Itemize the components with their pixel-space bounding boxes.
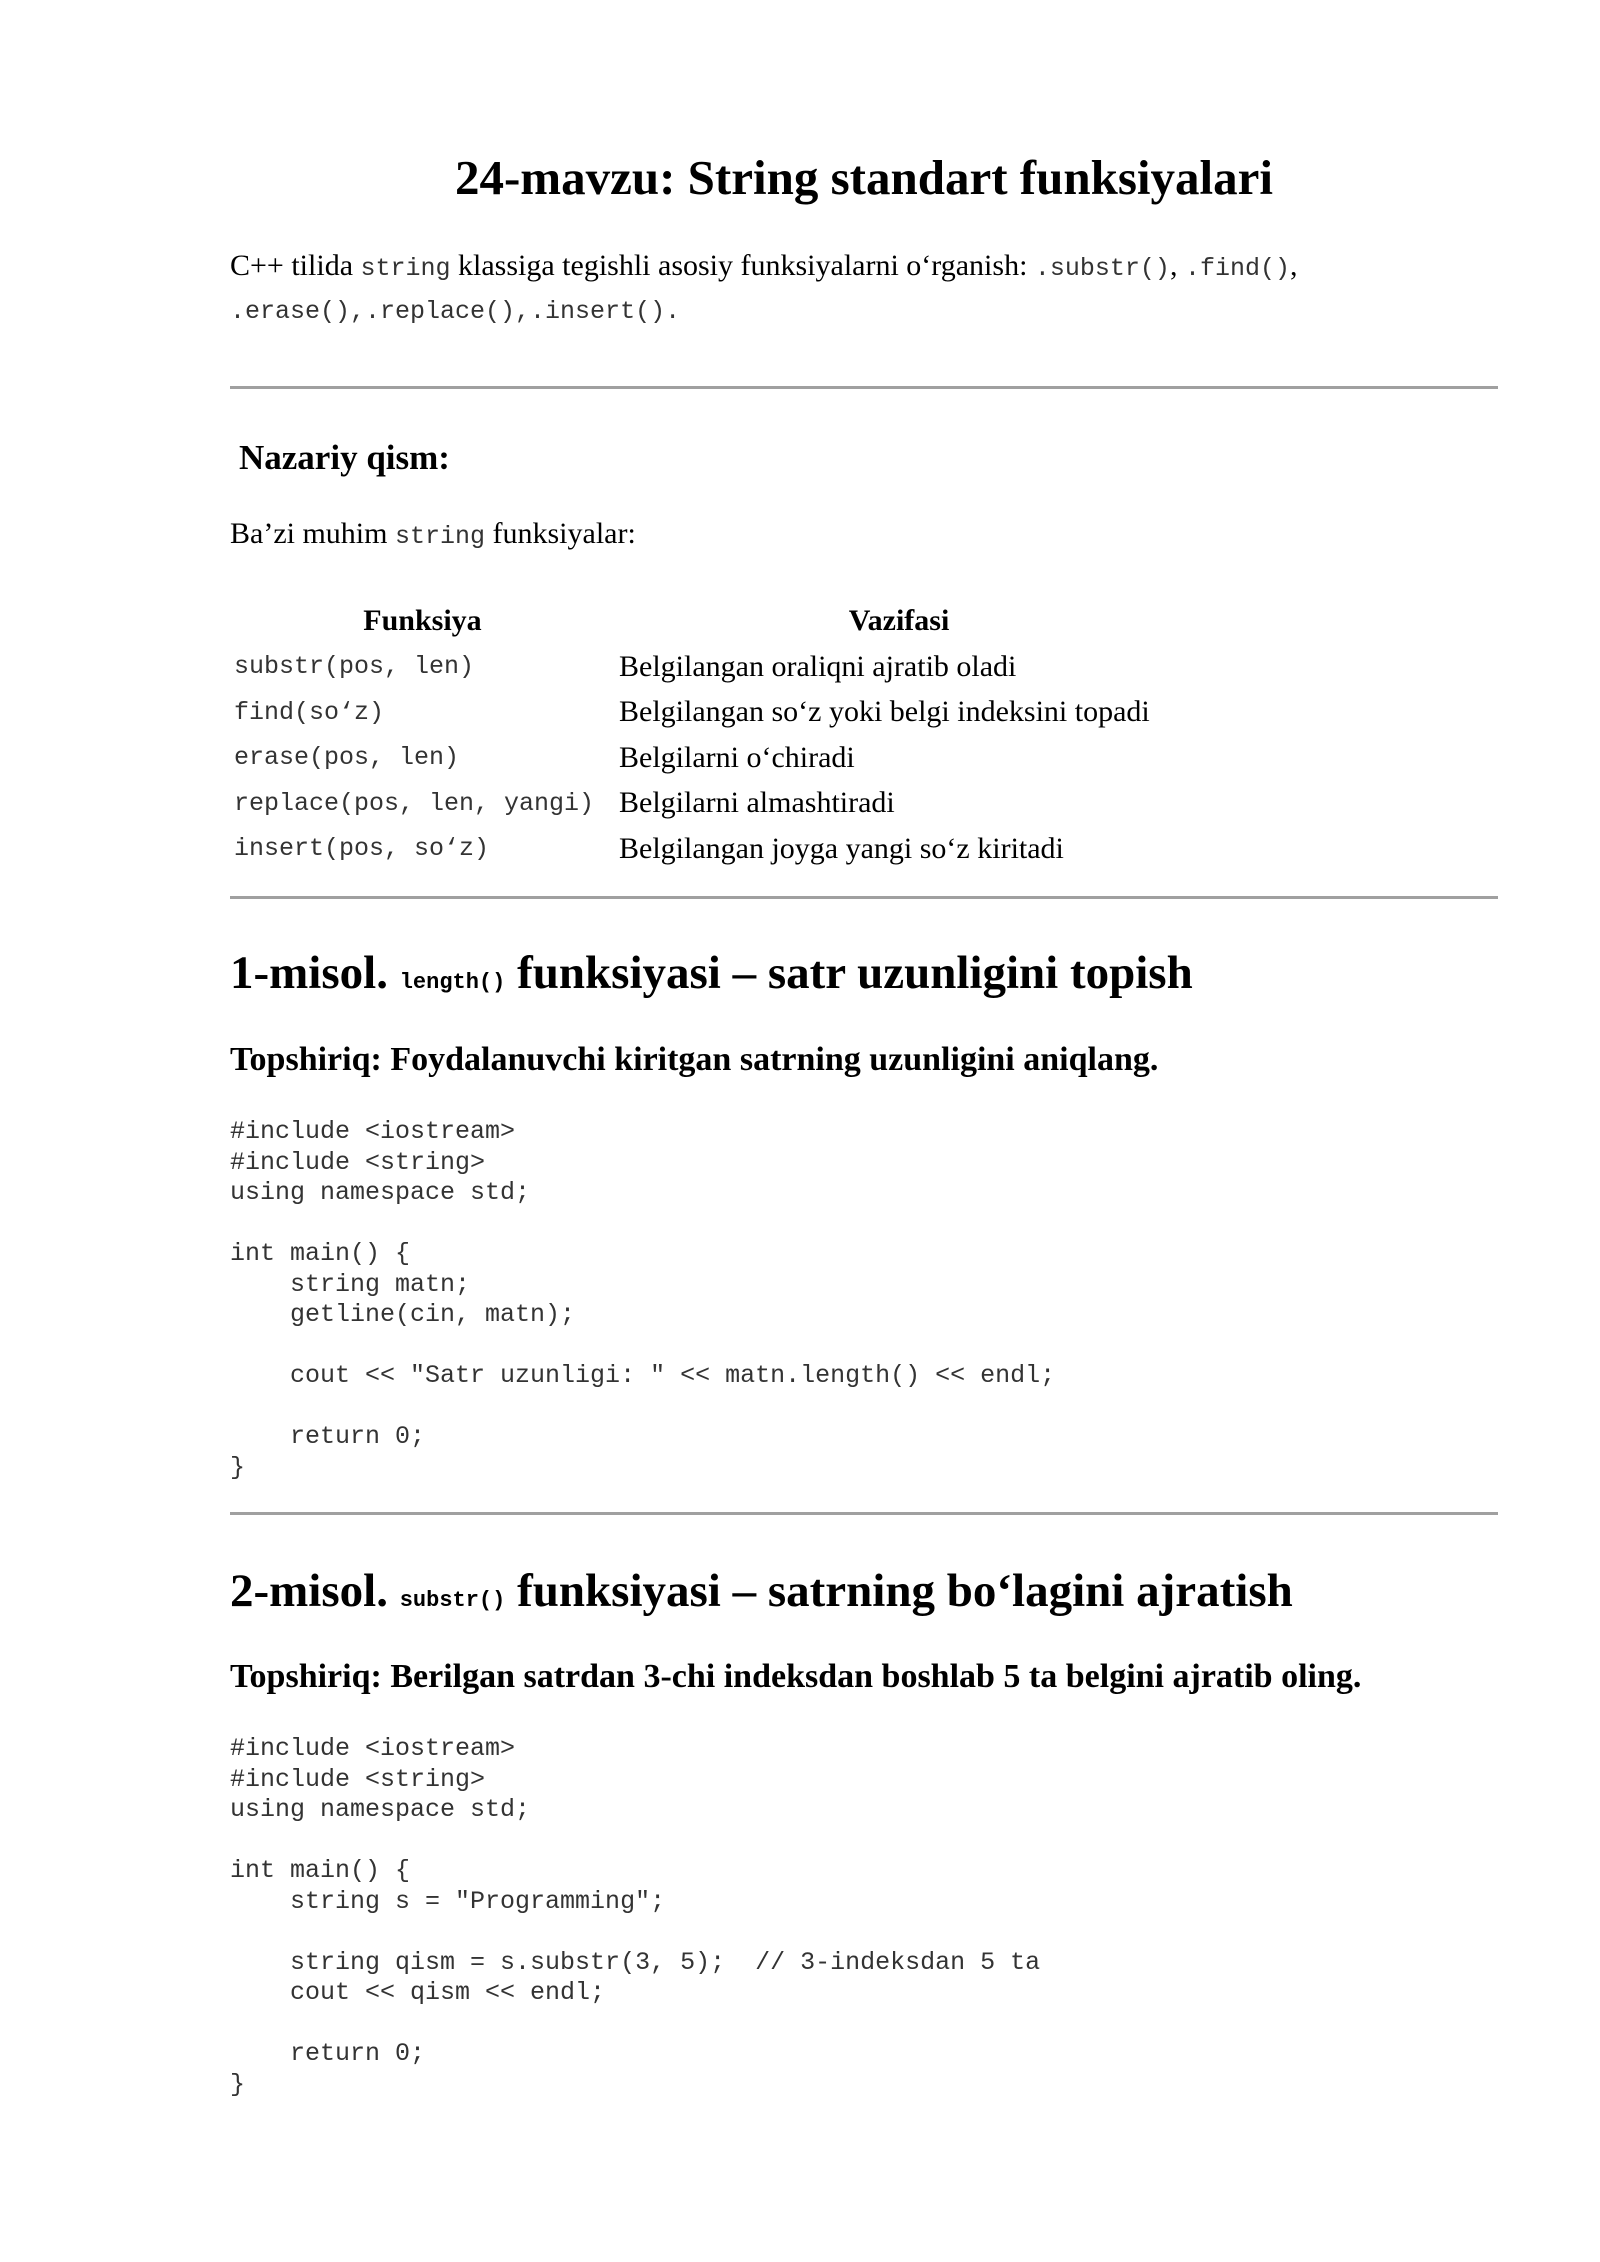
theory-lead-code: string [394,522,485,551]
table-cell-function: find(so‘z) [234,697,385,727]
intro-text-4: , [1289,249,1298,282]
intro-code-find: .find() [1184,254,1290,283]
table-row [230,735,1183,781]
intro-code-substr: .substr() [1034,254,1170,283]
table-cell-function: replace(pos, len, yangi) [234,788,595,818]
intro-paragraph [230,246,1498,332]
intro-text-2: klassiga tegishli asosiy funksiyalarni o‘rganish: [450,249,1035,282]
example1-code-block: #include <iostream> #include <string> using namespace std; int main() { string matn; getline(cin, matn); cout << "Satr uzunligi: " << matn.length() << endl; return 0; } [230,1117,1056,1482]
functions-table [230,598,1183,872]
table-cell-function: insert(pos, so‘z) [234,834,490,864]
divider-1 [230,386,1498,389]
divider-2 [230,896,1498,899]
table-row [230,781,1183,827]
theory-lead-text-2: funksiyalar: [485,517,636,550]
table-header-row [230,598,1183,644]
example2-heading [230,1562,1293,1630]
table-cell-function: substr(pos, len) [234,652,475,682]
table-cell-description: Belgilangan so‘z yoki belgi indeksini topadi [619,695,1150,729]
theory-heading: Nazariy qism: [239,438,450,477]
example1-heading [230,944,1193,1012]
page-title: 24-mavzu: String standart funksiyalari [454,150,1274,205]
theory-lead [230,514,636,557]
example1-heading-code: length() [399,970,506,995]
intro-code-string: string [360,254,451,283]
table-cell-description: Belgilarni almashtiradi [619,786,895,820]
theory-lead-text-1: Ba’zi muhim [230,517,395,550]
table-cell-function: erase(pos, len) [234,743,460,773]
intro-text-3: , [1169,249,1185,282]
table-header-funksiya: Funksiya [363,604,482,637]
table-cell-description: Belgilangan joyga yangi so‘z kiritadi [619,831,1064,865]
example2-heading-code: substr() [399,1588,506,1613]
example1-heading-text-1: 1-misol. [230,947,400,999]
table-row [230,644,1183,690]
table-row [230,826,1183,872]
intro-code-rest: .erase(),.replace(),.insert(). [230,297,681,326]
table-row [230,690,1183,736]
divider-3 [230,1512,1498,1515]
intro-text-1: C++ tilida [230,249,361,282]
example2-task: Topshiriq: Berilgan satrdan 3-chi indeksdan boshlab 5 ta belgini ajratib oling. [230,1658,1362,1695]
example1-heading-text-2: funksiyasi – satr uzunligini topish [505,947,1193,999]
example1-task: Topshiriq: Foydalanuvchi kiritgan satrning uzunligini aniqlang. [230,1041,1159,1078]
table-cell-description: Belgilangan oraliqni ajratib oladi [619,649,1017,683]
table-header-vazifasi: Vazifasi [848,604,950,637]
example2-heading-text-2: funksiyasi – satrning bo‘lagini ajratish [505,1565,1293,1617]
example2-code-block: #include <iostream> #include <string> using namespace std; int main() { string s = "Programming"; string qism = s.substr(3, 5); // 3-indeksdan 5 ta cout << qism << endl; return 0; } [230,1734,1041,2099]
example2-heading-text-1: 2-misol. [230,1565,400,1617]
table-cell-description: Belgilarni o‘chiradi [619,740,855,774]
